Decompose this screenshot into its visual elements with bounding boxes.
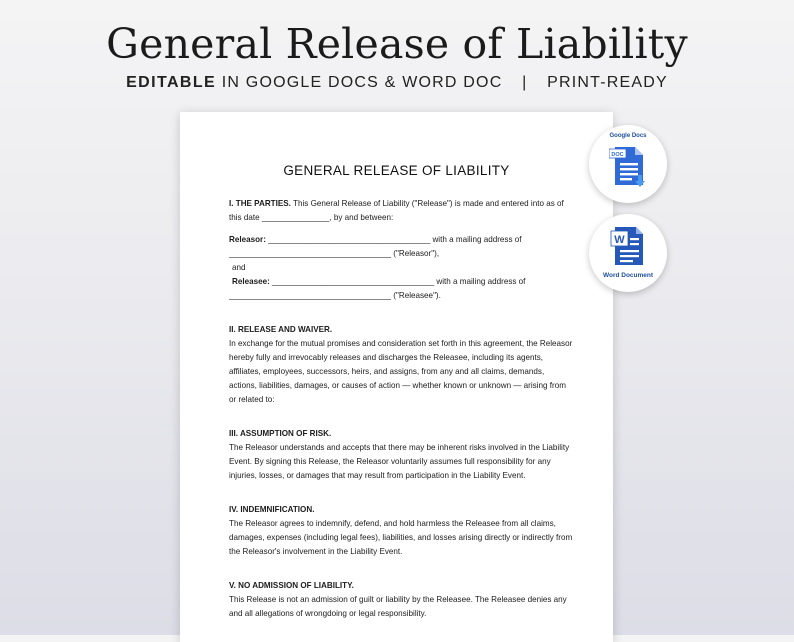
assumption-line-3: injuries, losses, or damages that may result from participation in the Liability Event.: [229, 471, 526, 480]
no-admission-heading: [229, 581, 354, 591]
assumption-heading: [229, 429, 331, 439]
releasor-line-2: ____________________________________ ("Releasor"),: [229, 249, 440, 258]
release-heading: [229, 325, 332, 335]
indemnification-heading-text: IV. INDEMNIFICATION.: [229, 505, 315, 514]
page-subtitle: [0, 74, 794, 92]
releasor-blank: ____________________________________ with a mailing address of: [268, 235, 522, 244]
document-page: [180, 112, 613, 642]
release-line-4: actions, liabilities, damages, or causes of action — whether known or unknown — arising from: [229, 381, 566, 390]
release-heading-text: II. RELEASE AND WAIVER.: [229, 325, 333, 334]
parties-line-1: [229, 199, 564, 209]
document-title: GENERAL RELEASE OF LIABILITY: [283, 163, 510, 178]
releasee-label: Releasee:: [232, 277, 270, 286]
parties-text-1: This General Release of Liability ("Release") is made and entered into as of: [293, 199, 564, 208]
releasee-line: [232, 277, 525, 287]
releasor-label: Releasor:: [229, 235, 266, 244]
indemnification-line-3: the Releasor's involvement in the Liability Event.: [229, 547, 403, 556]
subtitle-formats: IN GOOGLE DOCS & WORD DOC: [221, 74, 503, 91]
assumption-heading-text: III. ASSUMPTION OF RISK.: [229, 429, 332, 438]
word-letter: W: [614, 234, 625, 246]
parties-heading: I. THE PARTIES.: [229, 199, 291, 208]
release-line-1: In exchange for the mutual promises and consideration set forth in this agreement, the Releasor: [229, 339, 573, 348]
release-line-5: or related to:: [229, 395, 275, 404]
subtitle-separator: |: [522, 74, 528, 91]
releasee-blank: ____________________________________ with a mailing address of: [272, 277, 526, 286]
google-docs-label: Google Docs: [609, 133, 647, 139]
release-line-3: affiliates, employees, successors, heirs, and assigns, from any and all claims, demands,: [229, 367, 545, 376]
releasor-line: [229, 235, 522, 245]
google-docs-file-tag: DOC: [611, 152, 624, 158]
releasee-line-2: ____________________________________ ("Releasee").: [229, 291, 441, 300]
google-docs-icon: [609, 145, 649, 189]
indemnification-line-1: The Releasor agrees to indemnify, defend, and hold harmless the Releasee from all claims,: [229, 519, 556, 528]
and-word: and: [232, 263, 246, 272]
subtitle-editable: EDITABLE: [126, 74, 217, 91]
assumption-line-1: The Releasor understands and accepts that there may be inherent risks involved in the Liability: [229, 443, 570, 452]
indemnification-heading: [229, 505, 314, 515]
google-docs-badge: [589, 125, 667, 203]
word-document-icon: [609, 225, 649, 269]
subtitle-print-ready: PRINT-READY: [547, 74, 668, 91]
no-admission-line-2: and all allegations of wrongdoing or legal responsibility.: [229, 609, 427, 618]
no-admission-heading-text: V. NO ADMISSION OF LIABILITY.: [229, 581, 354, 590]
indemnification-line-2: damages, expenses (including legal fees), liabilities, and losses arising directly or indirectly from: [229, 533, 573, 542]
word-document-badge: [589, 214, 667, 292]
release-line-2: hereby fully and irrevocably releases and discharges the Releasee, including its agents,: [229, 353, 544, 362]
word-document-label: Word Document: [602, 272, 654, 279]
assumption-line-2: Event. By signing this Release, the Releasor voluntarily assumes full responsibility for any: [229, 457, 551, 466]
page-title: General Release of Liability: [106, 20, 688, 68]
parties-line-2: this date _______________, by and between:: [229, 213, 394, 222]
no-admission-line-1: This Release is not an admission of guilt or liability by the Releasee. The Releasee denies any: [229, 595, 567, 604]
